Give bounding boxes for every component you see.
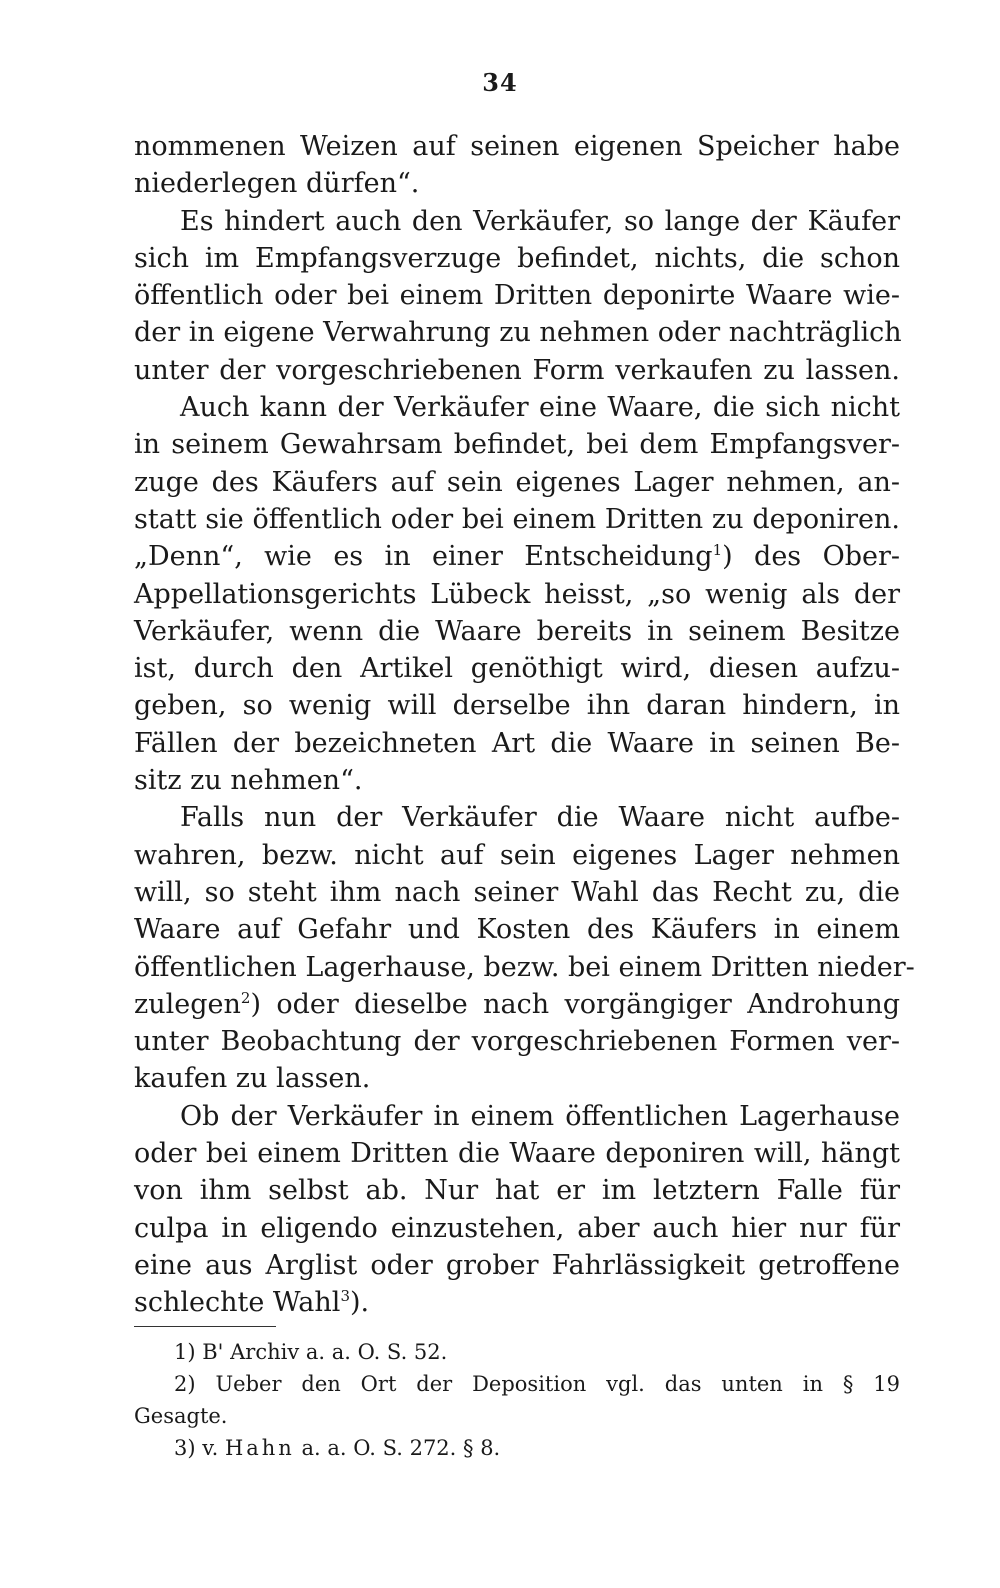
text-line-content: Falls nun der Verkäufer die Waare nicht aufbe- bbox=[180, 802, 900, 834]
text-line-content: der in eigene Verwahrung zu nehmen oder nachträglich bbox=[134, 317, 902, 349]
text-line bbox=[134, 464, 900, 501]
text-line-content: öffentlich oder bei einem Dritten deponirte Waare wie- bbox=[134, 280, 900, 312]
text-line bbox=[134, 1210, 900, 1247]
text-line bbox=[134, 837, 900, 874]
page-number: 34 bbox=[482, 68, 518, 97]
text-line bbox=[134, 986, 900, 1023]
text-line bbox=[134, 650, 900, 687]
text-line-content: in seinem Gewahrsam befindet, bei dem Empfangsver- bbox=[134, 429, 900, 461]
text-line bbox=[134, 1284, 900, 1321]
text-line bbox=[134, 389, 900, 426]
text-line-continuation: ) des Ober- bbox=[722, 541, 901, 573]
text-line bbox=[134, 538, 900, 575]
footnote-3-prefix: 3) v. bbox=[174, 1436, 225, 1460]
text-line-content: eine aus Arglist oder grober Fahrlässigkeit getroffene bbox=[134, 1249, 900, 1281]
text-line bbox=[134, 1060, 900, 1097]
text-line-content: niederlegen dürfen“. bbox=[134, 168, 420, 200]
footnote-1: 1) B' Archiv a. a. O. S. 52. bbox=[174, 1340, 448, 1364]
footnote-3-rest: a. a. O. S. 272. § 8. bbox=[294, 1436, 501, 1460]
text-line-content: schlechte Wahl bbox=[134, 1287, 341, 1319]
text-line bbox=[134, 165, 900, 202]
text-line bbox=[134, 762, 900, 799]
footnote-rule bbox=[134, 1326, 276, 1327]
text-line-content: Appellationsgerichts Lübeck heisst, „so wenig als der bbox=[134, 578, 900, 610]
footnotes bbox=[134, 1336, 900, 1464]
footnote-2-continued: Gesagte. bbox=[134, 1404, 228, 1428]
text-line bbox=[134, 352, 900, 389]
text-line bbox=[134, 1098, 900, 1135]
text-line bbox=[134, 911, 900, 948]
text-line bbox=[134, 426, 900, 463]
text-line-content: wahren, bezw. nicht auf sein eigenes Lager nehmen bbox=[134, 839, 900, 871]
text-line-content: culpa in eligendo einzustehen, aber auch hier nur für bbox=[134, 1212, 900, 1244]
text-line-content: sitz zu nehmen“. bbox=[134, 765, 363, 797]
text-line-content: von ihm selbst ab. Nur hat er im letztern Falle für bbox=[134, 1175, 900, 1207]
text-line bbox=[134, 799, 900, 836]
text-line-content: geben, so wenig will derselbe ihn daran hindern, in bbox=[134, 690, 900, 722]
text-line-content: öffentlichen Lagerhause, bezw. bei einem Dritten nieder- bbox=[134, 951, 915, 983]
text-line bbox=[134, 501, 900, 538]
footnote-3 bbox=[134, 1432, 900, 1464]
text-line-content: unter Beobachtung der vorgeschriebenen Formen ver- bbox=[134, 1026, 900, 1058]
footnote-marker: 2 bbox=[240, 988, 251, 1007]
text-line-content: zuge des Käufers auf sein eigenes Lager nehmen, an- bbox=[134, 466, 900, 498]
text-line-content: sich im Empfangsverzuge befindet, nichts, die schon bbox=[134, 242, 900, 274]
body-text bbox=[134, 128, 915, 1322]
text-line bbox=[134, 1247, 900, 1284]
text-line bbox=[134, 1023, 900, 1060]
text-line-content: zulegen bbox=[134, 988, 241, 1020]
text-line-continuation: ). bbox=[349, 1287, 370, 1319]
text-line-content: Auch kann der Verkäufer eine Waare, die sich nicht bbox=[180, 392, 900, 424]
text-line bbox=[134, 314, 900, 351]
text-line bbox=[134, 1135, 900, 1172]
text-line bbox=[134, 128, 900, 165]
text-line bbox=[134, 949, 915, 986]
text-line-content: unter der vorgeschriebenen Form verkaufen zu lassen. bbox=[134, 354, 900, 386]
text-line-content: statt sie öffentlich oder bei einem Dritten zu deponiren. bbox=[134, 503, 900, 535]
footnote-marker: 3 bbox=[340, 1287, 350, 1306]
text-line-content: Waare auf Gefahr und Kosten des Käufers in einem bbox=[134, 914, 900, 946]
text-line-continuation: ) oder dieselbe nach vorgängiger Androhung bbox=[250, 988, 900, 1020]
text-line-content: oder bei einem Dritten die Waare deponiren will, hängt bbox=[134, 1138, 900, 1170]
text-line bbox=[134, 725, 900, 762]
text-line bbox=[134, 203, 900, 240]
footnote-marker: 1 bbox=[712, 541, 723, 560]
footnote-2: 2) Ueber den Ort der Deposition vgl. das unten in § 19 bbox=[174, 1372, 900, 1396]
text-line-content: nommenen Weizen auf seinen eigenen Speicher habe bbox=[134, 131, 900, 162]
text-line bbox=[134, 277, 900, 314]
text-line bbox=[134, 576, 900, 613]
text-line bbox=[134, 613, 900, 650]
text-line-content: Es hindert auch den Verkäufer, so lange der Käufer bbox=[180, 205, 900, 237]
text-line-content: „Denn“, wie es in einer Entscheidung bbox=[134, 541, 713, 573]
text-line bbox=[134, 687, 900, 724]
text-line-content: Verkäufer, wenn die Waare bereits in seinem Besitze bbox=[134, 615, 900, 647]
text-line-content: Fällen der bezeichneten Art die Waare in seinen Be- bbox=[134, 727, 900, 759]
text-line bbox=[134, 1172, 900, 1209]
footnote-3-author: Hahn bbox=[224, 1436, 295, 1460]
text-line bbox=[134, 874, 900, 911]
text-line-content: kaufen zu lassen. bbox=[134, 1063, 371, 1095]
text-line-content: ist, durch den Artikel genöthigt wird, diesen aufzu- bbox=[134, 653, 900, 685]
text-line-content: will, so steht ihm nach seiner Wahl das Recht zu, die bbox=[134, 876, 900, 908]
text-line bbox=[134, 240, 900, 277]
text-line-content: Ob der Verkäufer in einem öffentlichen Lagerhause bbox=[180, 1100, 900, 1132]
